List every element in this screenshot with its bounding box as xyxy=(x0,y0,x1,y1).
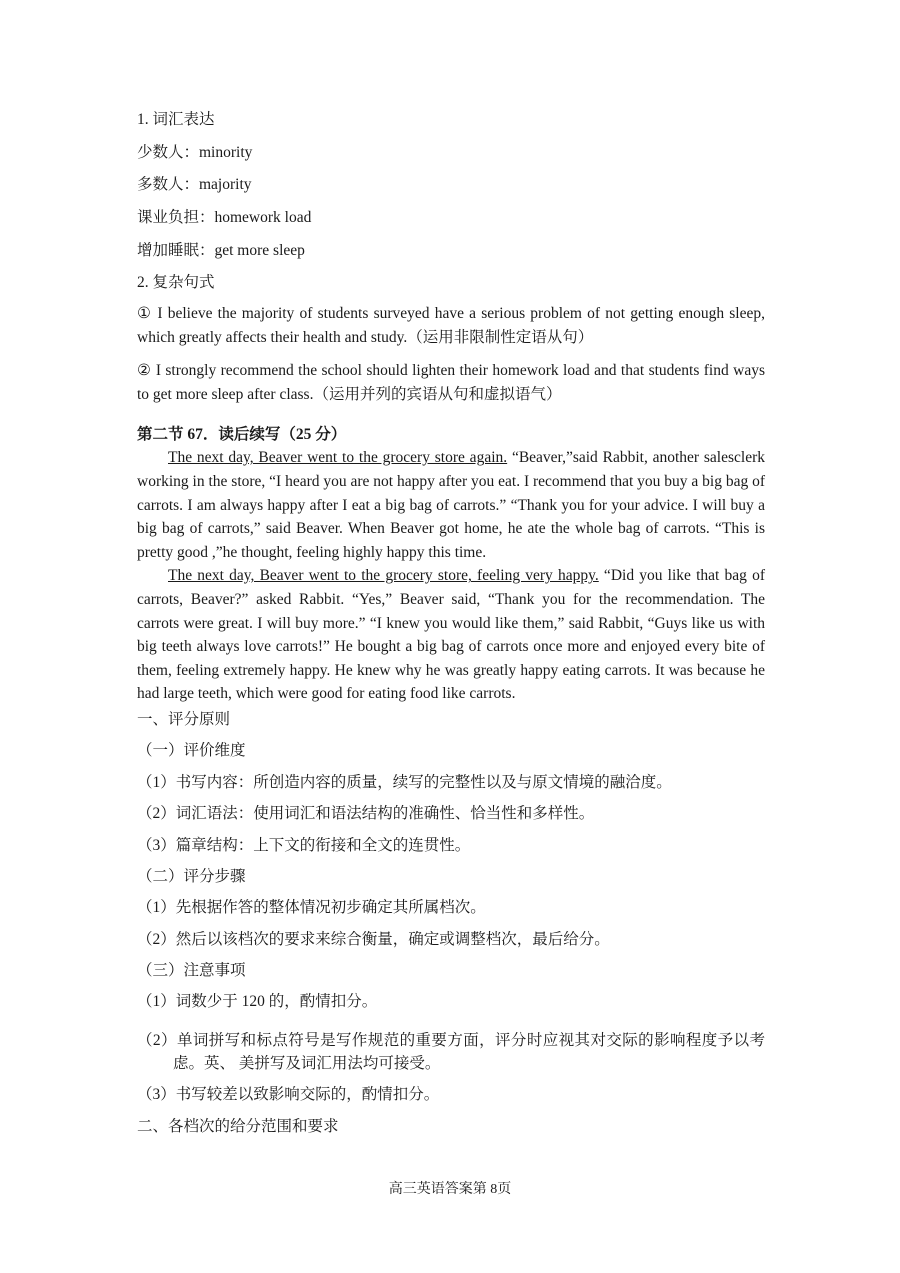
rules-item: （2）然后以该档次的要求来综合衡量，确定或调整档次，最后给分。 xyxy=(137,930,610,948)
complex-sentence-2: ② I strongly recommend the school should lighten their homework load and that students find ways to get more sleep after class.（运用并列的宾语从句和虚拟语气） xyxy=(137,362,765,404)
complex-sentence-1: ① I believe the majority of students surveyed have a serious problem of not getting enough sleep, which greatly affects their health and study.（运用非限制性定语从句） xyxy=(137,305,765,347)
rules-item: （3）书写较差以致影响交际的，酌情扣分。 xyxy=(137,1086,440,1104)
rules-subheading: （一）评价维度 xyxy=(137,742,246,760)
continuation-paragraph-2 xyxy=(137,564,765,706)
rules-heading: 二、各档次的给分范围和要求 xyxy=(137,1117,339,1135)
rules-heading: 一、评分原则 xyxy=(137,710,231,728)
scoring-rules xyxy=(137,708,765,1138)
rules-item: （1）词数少于 120 的，酌情扣分。 xyxy=(137,993,378,1011)
rules-item: （2）词汇语法：使用词汇和语法结构的准确性、恰当性和多样性。 xyxy=(137,805,595,823)
page-footer: 高三英语答案第 8页 xyxy=(388,1182,512,1197)
vocab-item: 课业负担：homework load xyxy=(137,209,312,227)
complex-heading: 2. 复杂句式 xyxy=(137,274,215,292)
rules-item: （1）先根据作答的整体情况初步确定其所属档次。 xyxy=(137,899,486,917)
vocab-heading: 1. 词汇表达 xyxy=(137,111,215,128)
rules-subheading: （二）评分步骤 xyxy=(137,867,246,885)
paragraph-body: “Beaver,”said Rabbit, another salesclerk working in the store, “I heard you are not happy after you eat. I recommend that you buy a big bag of carrots. I am always happy after I eat a big bag of carrots.” “Thank you for your advice. I will buy a big bag of carrots,” said Beaver. When Beaver got home, he ate the whole bag of carrots. “This is pretty good ,”he thought, feeling highly happy this time. xyxy=(137,449,765,561)
continuation-paragraph-1 xyxy=(137,446,765,564)
vocab-item: 增加睡眠：get more sleep xyxy=(137,241,305,259)
section-title: 第二节 67．读后续写（25 分） xyxy=(137,426,347,444)
answer-page xyxy=(137,108,765,1146)
vocabulary-section xyxy=(137,108,765,262)
rules-item: （2）单词拼写和标点符号是写作规范的重要方面，评分时应视其对交际的影响程度予以考虑。英、 美拼写及词汇用法均可接受。 xyxy=(137,1031,765,1072)
vocab-item: 少数人：minority xyxy=(137,143,253,161)
rules-item: （3）篇章结构：上下文的衔接和全文的连贯性。 xyxy=(137,836,471,854)
paragraph-body: “Did you like that bag of carrots, Beaver?” asked Rabbit. “Yes,” Beaver said, “Thank you for the recommendation. The carrots were great. I will buy more.” “I knew you would like them,” said Rabbit, “Guys like us with big teeth always love carrots!” He bought a big bag of carrots once more and enjoyed every bite of them, feeling extremely happy. He knew why he was greatly happy eating carrots. It was because he had large teeth, which were good for eating food like carrots. xyxy=(137,567,766,703)
rules-item: （1）书写内容：所创造内容的质量，续写的完整性以及与原文情境的融洽度。 xyxy=(137,773,672,791)
vocab-item: 多数人：majority xyxy=(137,176,252,194)
paragraph-lead-sentence: The next day, Beaver went to the grocery store, feeling very happy. xyxy=(168,567,599,585)
rules-subheading: （三）注意事项 xyxy=(137,962,246,980)
paragraph-lead-sentence: The next day, Beaver went to the grocery store again. xyxy=(168,449,508,467)
